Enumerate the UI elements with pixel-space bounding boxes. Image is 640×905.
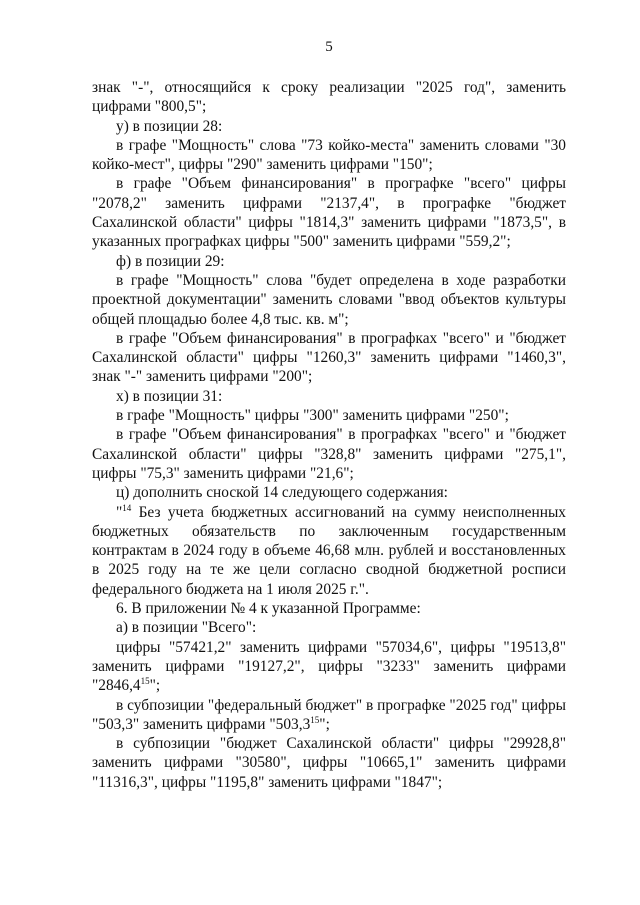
item-a-total-end: "; (149, 677, 161, 695)
section-6-heading: 6. В приложении № 4 к указанной Программе: (116, 600, 421, 618)
item-u-financing: в графе "Объем финансирования" в прографке "всего" цифры "2078,2" заменить цифрами "2137,4", в прографке "бюджет Сахалинской области" цифры "1814,3" заменить цифрами "1873,5", в указанных прографках цифры "500" заменить цифрами "559,2"; (92, 175, 566, 251)
document-page (92, 38, 566, 792)
footnote-15-marker: 15 (310, 714, 320, 725)
footnote-body: Без учета бюджетных ассигнований на сумму неисполненных бюджетных обязательств по заключенным государственным контрактам в 2024 году в объеме 46,68 млн. рублей и восстановленных в 2025 году на те же цели согласно сводной бюджетной росписи федерального бюджета на 1 июля 2025 г.". (92, 503, 566, 598)
item-h-capacity: в графе "Мощность" цифры "300" заменить цифрами "250"; (116, 407, 509, 425)
item-f-financing: в графе "Объем финансирования" в прографках "всего" и "бюджет Сахалинской области" цифры "1260,3" заменить цифрами "1460,3", знак "-" заменить цифрами "200"; (92, 329, 566, 386)
item-f-heading: ф) в позиции 29: (116, 252, 225, 270)
paragraph-continuation: знак "-", относящийся к сроку реализации "2025 год", заменить цифрами "800,5"; (92, 79, 566, 116)
item-ts-heading: ц) дополнить сноской 14 следующего содержания: (116, 484, 448, 502)
item-h-financing: в графе "Объем финансирования" в прографках "всего" и "бюджет Сахалинской области" цифры "328,8" заменить цифрами "275,1", цифры "75,3" заменить цифрами "21,6"; (92, 426, 566, 482)
item-a-federal-end: "; (319, 715, 330, 733)
item-u-capacity: в графе "Мощность" слова "73 койко-места" заменить словами "30 койко-мест", цифры "290" заменить цифрами "150"; (92, 136, 566, 174)
item-f-capacity: в графе "Мощность" слова "будет определена в ходе разработки проектной документации" заменить словами "ввод объектов культуры общей площадью более 4,8 тыс. кв. м"; (92, 271, 566, 328)
item-a-federal (92, 696, 566, 735)
footnote-open-quote: " (116, 503, 123, 521)
footnote-marker: 14 (122, 502, 132, 513)
item-a-total (92, 638, 566, 696)
footnote-15-marker: 15 (140, 676, 150, 687)
item-a-federal-text: в субпозиции "федеральный бюджет" в прографке "2025 год" цифры "503,3" заменить цифрами "503,3 (92, 696, 566, 733)
footnote-14-text (92, 503, 566, 599)
item-a-total-text: цифры "57421,2" заменить цифрами "57034,6", цифры "19513,8" заменить цифрами "19127,2", цифры "3233" заменить цифрами "2846,4 (92, 638, 566, 695)
item-u-heading: у) в позиции 28: (116, 117, 223, 135)
item-a-regional: в субпозиции "бюджет Сахалинской области" цифры "29928,8" заменить цифрами "30580", цифры "10665,1" заменить цифрами "11316,3", цифры "1195,8" заменить цифрами "1847"; (92, 735, 566, 791)
page-number: 5 (325, 39, 333, 55)
item-h-heading: х) в позиции 31: (116, 387, 223, 405)
item-a-heading: а) в позиции "Всего": (116, 619, 257, 637)
